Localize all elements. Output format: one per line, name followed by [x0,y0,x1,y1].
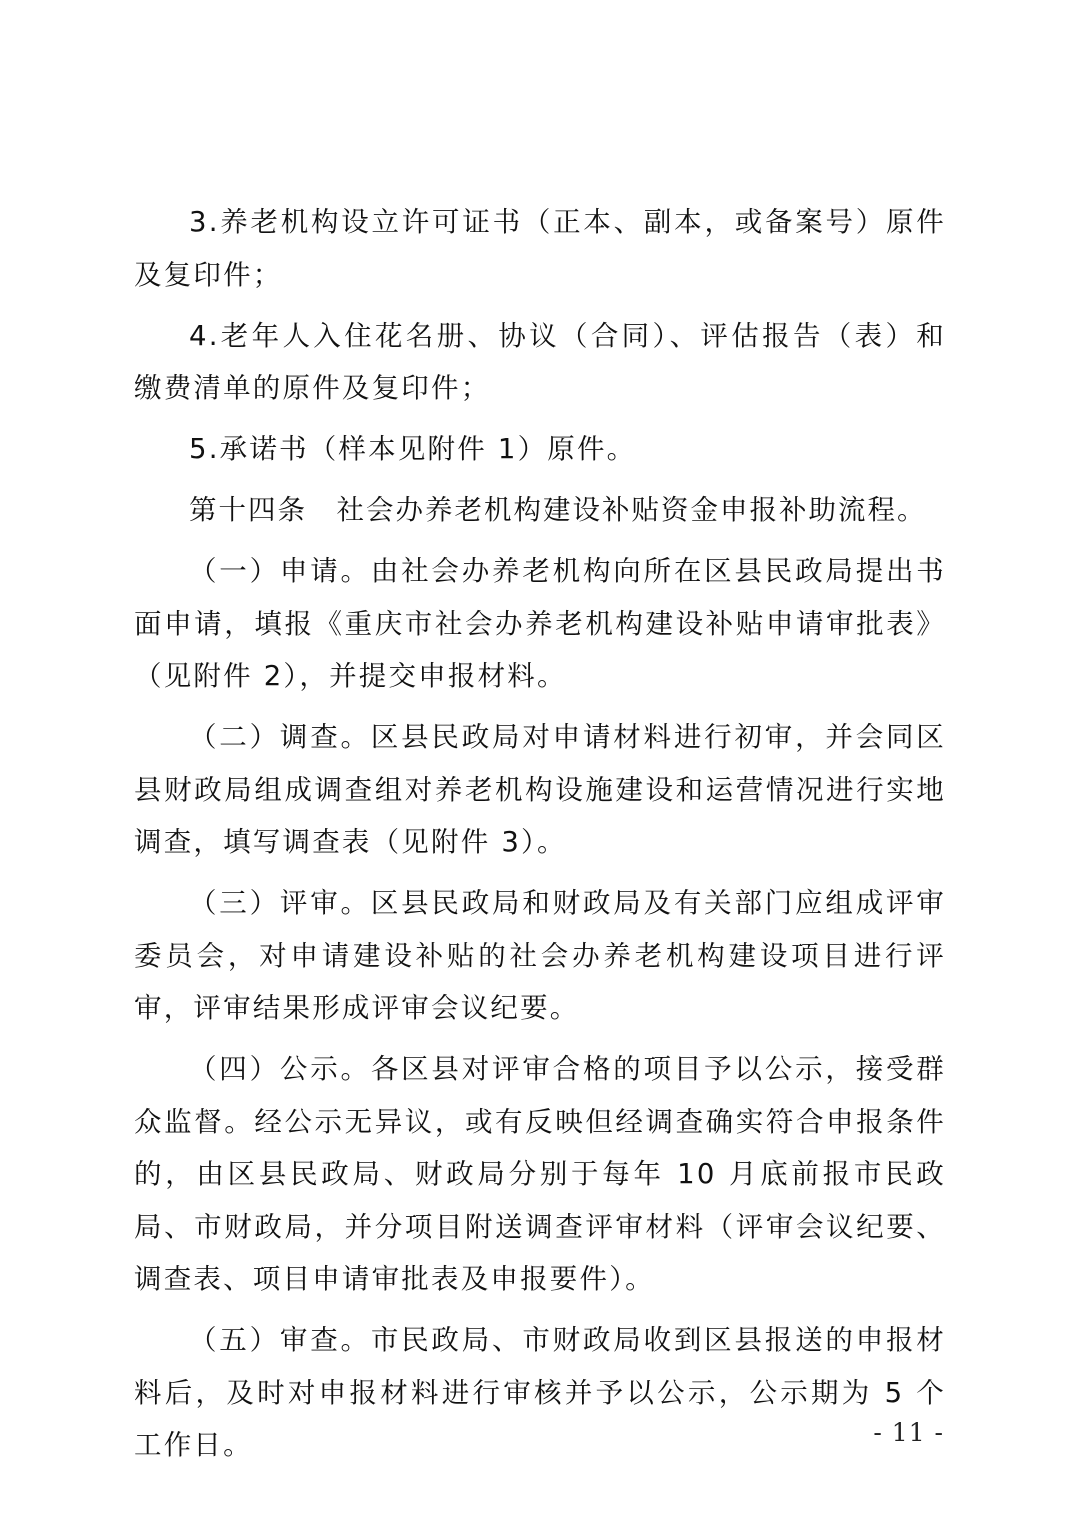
procedure-step-examination: （五）审查。市民政局、市财政局收到区县报送的申报材料后，及时对申报材料进行审核并予以公示，公示期为 5 个工作日。 [134,1324,946,1461]
document-body [134,196,946,1480]
article-14-heading: 第十四条 社会办养老机构建设补贴资金申报补助流程。 [189,494,927,526]
paragraph-item-3: 3.养老机构设立许可证书（正本、副本，或备案号）原件及复印件； [134,206,946,291]
page-number: - 11 - [873,1418,944,1447]
procedure-step-apply: （一）申请。由社会办养老机构向所在区县民政局提出书面申请，填报《重庆市社会办养老机构建设补贴申请审批表》（见附件 2），并提交申报材料。 [134,555,946,692]
paragraph-item-5: 5.承诺书（样本见附件 1）原件。 [189,433,637,465]
procedure-step-investigate: （二）调查。区县民政局对申请材料进行初审，并会同区县财政局组成调查组对养老机构设施建设和运营情况进行实地调查，填写调查表（见附件 3）。 [134,721,946,858]
paragraph-item-4: 4.老年人入住花名册、协议（合同）、评估报告（表）和缴费清单的原件及复印件； [134,319,946,404]
procedure-step-review: （三）评审。区县民政局和财政局及有关部门应组成评审委员会，对申请建设补贴的社会办养老机构建设项目进行评审，评审结果形成评审会议纪要。 [134,887,946,1024]
procedure-step-publicity: （四）公示。各区县对评审合格的项目予以公示，接受群众监督。经公示无异议，或有反映但经调查确实符合申报条件的，由区县民政局、财政局分别于每年 10 月底前报市民政局、市财政局，并分项目附送调查评审材料（评审会议纪要、调查表、项目申请审批表及申报要件）。 [134,1053,946,1295]
